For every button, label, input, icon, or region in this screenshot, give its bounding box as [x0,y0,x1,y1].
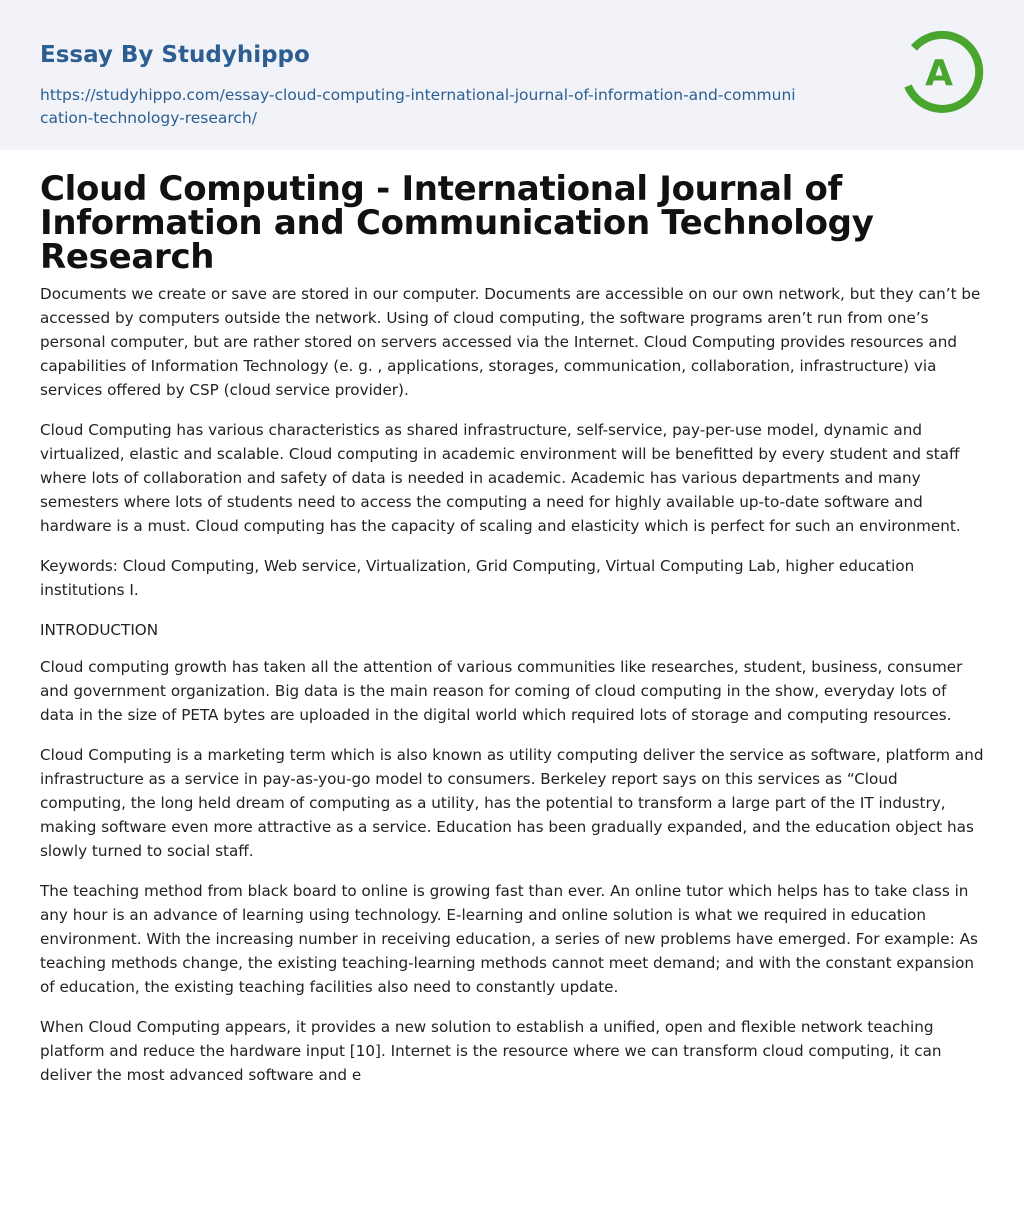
paragraph-3: Cloud computing growth has taken all the attention of various communities like researches, student, business, consumer and government organization. Big data is the main reason for coming of cloud computing in the show, everyday lots of data in the size of PETA bytes are uploaded in the digital world which required lots of storage and computing resources. [40,658,963,724]
paragraph-5: The teaching method from black board to online is growing fast than ever. An online tutor which helps has to take class in any hour is an advance of learning using technology. E-learning and online solution is what we required in education environment. With the increasing number in receiving education, a series of new problems have emerged. For example: As teaching methods change, the existing teaching-learning methods cannot meet demand; and with the constant expansion of education, the existing teaching facilities also need to constantly update. [40,882,978,996]
paragraph-1: Documents we create or save are stored in our computer. Documents are accessible on our own network, but they can’t be accessed by computers outside the network. Using of cloud computing, the software programs aren’t run from one’s personal computer, but are rather stored on servers accessed via the Internet. Cloud Computing provides resources and capabilities of Information Technology (e. g. , applications, storages, communication, collaboration, infrastructure) via services offered by CSP (cloud service provider). [40,285,981,399]
logo-letter: A [925,53,953,94]
introduction-heading: INTRODUCTION [40,621,159,639]
paragraph-6: When Cloud Computing appears, it provides a new solution to establish a unified, open and flexible network teaching platform and reduce the hardware input [10]. Internet is the resource where we can transform cloud computing, it can deliver the most advanced software and e [40,1018,942,1084]
article-title: Cloud Computing - International Journal of Information and Communication Technology Research [40,169,874,277]
site-brand-title[interactable]: Essay By Studyhippo [40,42,310,68]
studyhippo-logo-icon[interactable] [896,28,986,118]
article-content [0,169,1024,1087]
site-header [0,0,1024,150]
keywords-paragraph: Keywords: Cloud Computing, Web service, Virtualization, Grid Computing, Virtual Computing Lab, higher education institutions I. [40,557,915,599]
paragraph-2: Cloud Computing has various characteristics as shared infrastructure, self-service, pay-per-use model, dynamic and virtualized, elastic and scalable. Cloud computing in academic environment will be benefitted by every student and staff where lots of collaboration and safety of data is needed in academic. Academic has various departments and many semesters where lots of students need to access the computing a need for highly available up-to-date software and hardware is a must. Cloud computing has the capacity of scaling and elasticity which is perfect for such an environment. [40,421,961,535]
article-url-link[interactable]: https://studyhippo.com/essay-cloud-computing-international-journal-of-information-and-communication-technology-research/ [40,86,796,127]
paragraph-4: Cloud Computing is a marketing term which is also known as utility computing deliver the service as software, platform and infrastructure as a service in pay-as-you-go model to consumers. Berkeley report says on this services as “Cloud computing, the long held dream of computing as a utility, has the potential to transform a large part of the IT industry, making software even more attractive as a service. Education has been gradually expanded, and the education object has slowly turned to social staff. [40,746,984,860]
